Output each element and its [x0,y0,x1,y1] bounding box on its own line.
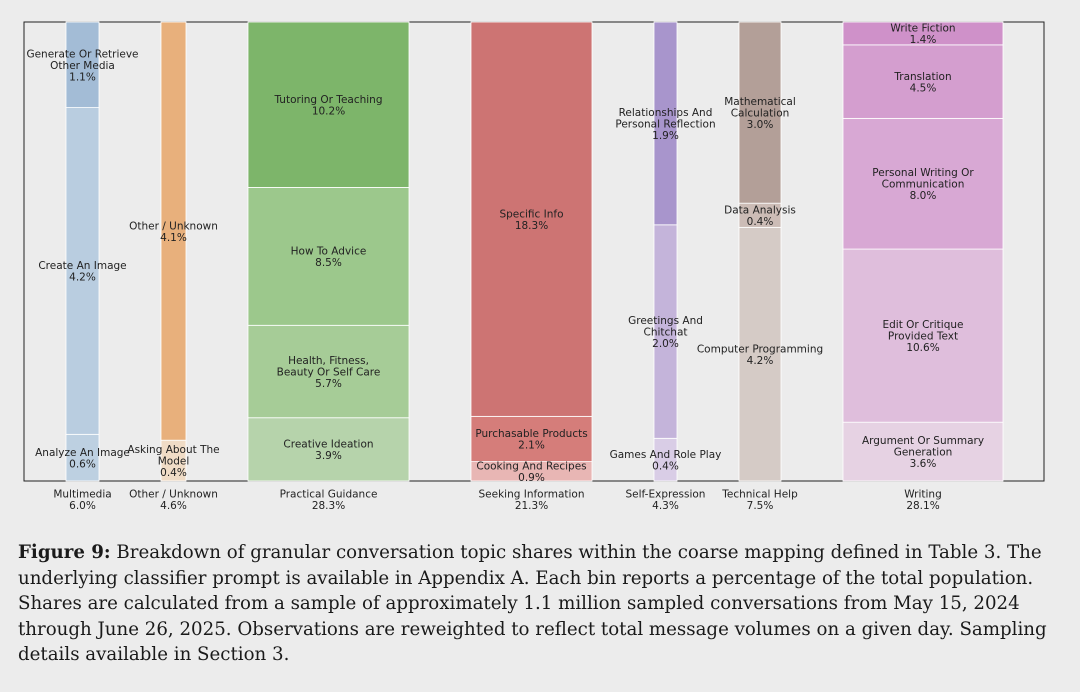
segment-label-create-an-image: Create An Image 4.2% [38,260,127,284]
x-tick-technical-help: Technical Help 7.5% [722,488,798,512]
segment-label-cooking-and-recipes: Cooking And Recipes 0.9% [476,460,587,485]
figure-caption [18,540,1064,668]
segment-label-purchasable-products: Purchasable Products 2.1% [475,428,588,452]
x-tick-practical-guidance: Practical Guidance 28.3% [279,488,378,512]
segment-label-how-to-advice: How To Advice 8.5% [290,245,367,270]
x-tick-writing: Writing 28.1% [904,488,942,512]
segment-label-other-unknown: Other / Unknown 4.1% [129,220,218,244]
segment-label-personal-writing-or-communication: Personal Writing Or Communication 8.0% [872,167,974,203]
segment-label-analyze-an-image: Analyze An Image 0.6% [35,446,130,471]
segment-label-specific-info: Specific Info 18.3% [499,208,564,232]
segment-label-mathematical-calculation: Mathematical Calculation 3.0% [724,96,796,132]
segment-label-asking-about-the-model: Asking About The Model 0.4% [127,444,220,480]
segment-label-creative-ideation: Creative Ideation 3.9% [283,438,374,463]
caption-text: Breakdown of granular conversation topic shares within the coarse mapping defined in Table 3. The underlying classifier prompt is available in Appendix A. Each bin reports a percentage of the total population. Shares are calculated from a sample of approximately 1.1 million sampled conversations from May 15, 2024 through June 26, 2025. Observations are reweighted to reflect total message volumes on a given day. Sampling details available in Section 3. [18,542,1047,665]
x-tick-labels-group [53,488,941,512]
segment-label-generate-or-retrieve-other-media: Generate Or Retrieve Other Media 1.1% [26,48,139,84]
x-tick-self-expression: Self-Expression 4.3% [625,488,706,512]
segment-label-tutoring-or-teaching: Tutoring Or Teaching 10.2% [274,93,383,118]
segment-label-translation: Translation 4.5% [894,70,952,95]
segment-label-argument-or-summary-generation: Argument Or Summary Generation 3.6% [861,435,985,471]
x-tick-other-unknown: Other / Unknown 4.6% [129,488,218,512]
caption-label: Figure 9: [18,542,111,563]
segment-label-games-and-role-play: Games And Role Play 0.4% [609,448,722,473]
x-tick-seeking-information: Seeking Information 21.3% [478,488,585,512]
segment-label-relationships-and-personal-reflection: Relationships And Personal Reflection 1.9% [615,106,716,142]
segment-label-data-analysis: Data Analysis 0.4% [724,204,796,229]
segment-label-write-fiction: Write Fiction 1.4% [890,22,956,47]
segment-label-computer-programming: Computer Programming 4.2% [696,343,824,367]
segment-label-greetings-and-chitchat: Greetings And Chitchat 2.0% [628,315,703,351]
segment-label-edit-or-critique-provided-text: Edit Or Critique Provided Text 10.6% [882,319,964,355]
x-tick-multimedia: Multimedia 6.0% [53,488,112,512]
segment-label-health-fitness-beauty-or-self-care: Health, Fitness, Beauty Or Self Care 5.7% [276,355,381,391]
